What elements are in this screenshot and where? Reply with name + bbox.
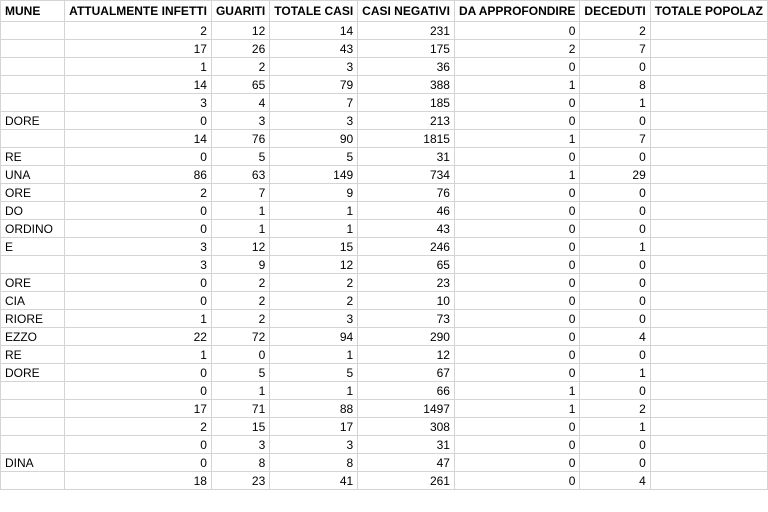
cell-deceduti[interactable]: 4 xyxy=(580,472,650,490)
cell-deceduti[interactable]: 0 xyxy=(580,202,650,220)
cell-comune[interactable]: DO xyxy=(1,202,65,220)
header-comune[interactable]: MUNE xyxy=(1,1,65,22)
cell-guariti[interactable]: 5 xyxy=(211,148,269,166)
cell-deceduti[interactable]: 0 xyxy=(580,220,650,238)
cell-totale-casi[interactable]: 17 xyxy=(270,418,358,436)
cell-attualmente-infetti[interactable]: 18 xyxy=(65,472,212,490)
cell-comune[interactable] xyxy=(1,436,65,454)
cell-totale-casi[interactable]: 88 xyxy=(270,400,358,418)
cell-deceduti[interactable]: 2 xyxy=(580,22,650,40)
cell-attualmente-infetti[interactable]: 2 xyxy=(65,22,212,40)
cell-deceduti[interactable]: 29 xyxy=(580,166,650,184)
cell-comune[interactable]: RE xyxy=(1,346,65,364)
cell-casi-negativi[interactable]: 46 xyxy=(358,202,455,220)
cell-deceduti[interactable]: 0 xyxy=(580,184,650,202)
cell-totale-casi[interactable]: 90 xyxy=(270,130,358,148)
cell-casi-negativi[interactable]: 1815 xyxy=(358,130,455,148)
cell-deceduti[interactable]: 1 xyxy=(580,94,650,112)
cell-totale-popolazione[interactable] xyxy=(650,238,767,256)
table-row xyxy=(1,22,768,40)
cell-attualmente-infetti[interactable]: 0 xyxy=(65,220,212,238)
cell-casi-negativi[interactable]: 175 xyxy=(358,40,455,58)
header-totale-popolazione[interactable]: TOTALE POPOLAZ xyxy=(650,1,767,22)
cell-attualmente-infetti[interactable]: 14 xyxy=(65,130,212,148)
table-row xyxy=(1,40,768,58)
cell-guariti[interactable]: 3 xyxy=(211,436,269,454)
cell-deceduti[interactable]: 1 xyxy=(580,418,650,436)
cell-da-approfondire[interactable]: 0 xyxy=(454,274,579,292)
cell-comune[interactable] xyxy=(1,58,65,76)
cell-da-approfondire[interactable]: 0 xyxy=(454,22,579,40)
cell-da-approfondire[interactable]: 0 xyxy=(454,94,579,112)
cell-casi-negativi[interactable]: 73 xyxy=(358,310,455,328)
cell-totale-popolazione[interactable] xyxy=(650,292,767,310)
table-row xyxy=(1,454,768,472)
cell-totale-casi[interactable]: 14 xyxy=(270,22,358,40)
cell-totale-popolazione[interactable] xyxy=(650,184,767,202)
cell-da-approfondire[interactable]: 0 xyxy=(454,454,579,472)
cell-totale-casi[interactable]: 5 xyxy=(270,364,358,382)
cell-deceduti[interactable]: 7 xyxy=(580,40,650,58)
cell-deceduti[interactable]: 0 xyxy=(580,346,650,364)
cell-casi-negativi[interactable]: 388 xyxy=(358,76,455,94)
table-row xyxy=(1,94,768,112)
cell-da-approfondire[interactable]: 0 xyxy=(454,112,579,130)
cell-attualmente-infetti[interactable]: 1 xyxy=(65,310,212,328)
cell-guariti[interactable]: 63 xyxy=(211,166,269,184)
cell-guariti[interactable]: 72 xyxy=(211,328,269,346)
table-row xyxy=(1,58,768,76)
cell-totale-popolazione[interactable] xyxy=(650,454,767,472)
cell-casi-negativi[interactable]: 261 xyxy=(358,472,455,490)
cell-totale-popolazione[interactable] xyxy=(650,166,767,184)
cell-comune[interactable] xyxy=(1,418,65,436)
header-deceduti[interactable]: DECEDUTI xyxy=(580,1,650,22)
cell-totale-casi[interactable]: 94 xyxy=(270,328,358,346)
cell-casi-negativi[interactable]: 36 xyxy=(358,58,455,76)
cell-da-approfondire[interactable]: 1 xyxy=(454,166,579,184)
cell-deceduti[interactable]: 0 xyxy=(580,58,650,76)
table-row xyxy=(1,238,768,256)
cell-comune[interactable] xyxy=(1,22,65,40)
table-row xyxy=(1,220,768,238)
cell-attualmente-infetti[interactable]: 17 xyxy=(65,40,212,58)
cell-attualmente-infetti[interactable]: 14 xyxy=(65,76,212,94)
cell-totale-popolazione[interactable] xyxy=(650,94,767,112)
cell-totale-popolazione[interactable] xyxy=(650,112,767,130)
table-row xyxy=(1,112,768,130)
header-casi-negativi[interactable]: CASI NEGATIVI xyxy=(358,1,455,22)
table-row xyxy=(1,292,768,310)
cell-guariti[interactable]: 2 xyxy=(211,292,269,310)
cell-da-approfondire[interactable]: 0 xyxy=(454,364,579,382)
cell-deceduti[interactable]: 0 xyxy=(580,310,650,328)
cell-attualmente-infetti[interactable]: 86 xyxy=(65,166,212,184)
cell-totale-casi[interactable]: 2 xyxy=(270,292,358,310)
cell-comune[interactable] xyxy=(1,40,65,58)
table-row xyxy=(1,382,768,400)
cell-guariti[interactable]: 12 xyxy=(211,238,269,256)
cell-casi-negativi[interactable]: 185 xyxy=(358,94,455,112)
cell-attualmente-infetti[interactable]: 22 xyxy=(65,328,212,346)
cell-comune[interactable]: DORE xyxy=(1,112,65,130)
cell-totale-popolazione[interactable] xyxy=(650,472,767,490)
cell-deceduti[interactable]: 0 xyxy=(580,382,650,400)
cell-casi-negativi[interactable]: 12 xyxy=(358,346,455,364)
cell-totale-popolazione[interactable] xyxy=(650,418,767,436)
cell-casi-negativi[interactable]: 76 xyxy=(358,184,455,202)
cell-deceduti[interactable]: 0 xyxy=(580,148,650,166)
cell-comune[interactable] xyxy=(1,76,65,94)
cell-casi-negativi[interactable]: 67 xyxy=(358,364,455,382)
cell-totale-popolazione[interactable] xyxy=(650,256,767,274)
cell-deceduti[interactable]: 7 xyxy=(580,130,650,148)
header-row xyxy=(1,1,768,22)
table-row xyxy=(1,346,768,364)
cell-totale-popolazione[interactable] xyxy=(650,400,767,418)
cell-totale-casi[interactable]: 1 xyxy=(270,346,358,364)
cell-deceduti[interactable]: 0 xyxy=(580,292,650,310)
cell-totale-casi[interactable]: 3 xyxy=(270,310,358,328)
cell-da-approfondire[interactable]: 1 xyxy=(454,76,579,94)
cell-totale-casi[interactable]: 8 xyxy=(270,454,358,472)
header-totale-casi[interactable]: TOTALE CASI xyxy=(270,1,358,22)
cell-totale-casi[interactable]: 5 xyxy=(270,148,358,166)
cell-totale-casi[interactable]: 43 xyxy=(270,40,358,58)
cell-totale-popolazione[interactable] xyxy=(650,274,767,292)
cell-attualmente-infetti[interactable]: 2 xyxy=(65,418,212,436)
cell-totale-popolazione[interactable] xyxy=(650,58,767,76)
cell-guariti[interactable]: 26 xyxy=(211,40,269,58)
cell-casi-negativi[interactable]: 31 xyxy=(358,148,455,166)
cell-attualmente-infetti[interactable]: 1 xyxy=(65,58,212,76)
table-row xyxy=(1,364,768,382)
cell-totale-casi[interactable]: 9 xyxy=(270,184,358,202)
cell-deceduti[interactable]: 0 xyxy=(580,256,650,274)
cell-guariti[interactable]: 2 xyxy=(211,310,269,328)
cell-totale-popolazione[interactable] xyxy=(650,130,767,148)
cell-casi-negativi[interactable]: 246 xyxy=(358,238,455,256)
header-attualmente-infetti[interactable]: ATTUALMENTE INFETTI xyxy=(65,1,212,22)
cell-da-approfondire[interactable]: 2 xyxy=(454,40,579,58)
cell-totale-casi[interactable]: 2 xyxy=(270,274,358,292)
cell-comune[interactable]: ORDINO xyxy=(1,220,65,238)
cell-da-approfondire[interactable]: 0 xyxy=(454,238,579,256)
cell-attualmente-infetti[interactable]: 0 xyxy=(65,148,212,166)
cell-attualmente-infetti[interactable]: 0 xyxy=(65,382,212,400)
cell-comune[interactable] xyxy=(1,400,65,418)
cell-attualmente-infetti[interactable]: 0 xyxy=(65,274,212,292)
cell-deceduti[interactable]: 0 xyxy=(580,274,650,292)
cell-totale-casi[interactable]: 7 xyxy=(270,94,358,112)
cell-totale-popolazione[interactable] xyxy=(650,328,767,346)
cell-da-approfondire[interactable]: 1 xyxy=(454,382,579,400)
cell-guariti[interactable]: 3 xyxy=(211,112,269,130)
cell-attualmente-infetti[interactable]: 17 xyxy=(65,400,212,418)
cell-comune[interactable] xyxy=(1,130,65,148)
cell-attualmente-infetti[interactable]: 3 xyxy=(65,238,212,256)
table-row xyxy=(1,310,768,328)
table-row xyxy=(1,400,768,418)
cell-totale-popolazione[interactable] xyxy=(650,76,767,94)
cell-casi-negativi[interactable]: 308 xyxy=(358,418,455,436)
cell-guariti[interactable]: 2 xyxy=(211,58,269,76)
cell-da-approfondire[interactable]: 1 xyxy=(454,130,579,148)
cell-totale-popolazione[interactable] xyxy=(650,346,767,364)
cell-totale-casi[interactable]: 41 xyxy=(270,472,358,490)
table-row xyxy=(1,328,768,346)
cell-comune[interactable]: CIA xyxy=(1,292,65,310)
cell-da-approfondire[interactable]: 0 xyxy=(454,346,579,364)
cell-guariti[interactable]: 65 xyxy=(211,76,269,94)
cell-totale-casi[interactable]: 3 xyxy=(270,58,358,76)
table-row xyxy=(1,148,768,166)
cell-totale-popolazione[interactable] xyxy=(650,364,767,382)
cell-guariti[interactable]: 76 xyxy=(211,130,269,148)
cell-da-approfondire[interactable]: 0 xyxy=(454,292,579,310)
cell-deceduti[interactable]: 4 xyxy=(580,328,650,346)
cell-comune[interactable]: DORE xyxy=(1,364,65,382)
cell-guariti[interactable]: 71 xyxy=(211,400,269,418)
cell-totale-casi[interactable]: 15 xyxy=(270,238,358,256)
cell-totale-casi[interactable]: 1 xyxy=(270,202,358,220)
table-row xyxy=(1,184,768,202)
cell-casi-negativi[interactable]: 65 xyxy=(358,256,455,274)
cell-guariti[interactable]: 7 xyxy=(211,184,269,202)
cell-guariti[interactable]: 1 xyxy=(211,220,269,238)
cell-comune[interactable]: RIORE xyxy=(1,310,65,328)
cell-totale-casi[interactable]: 3 xyxy=(270,112,358,130)
cell-casi-negativi[interactable]: 1497 xyxy=(358,400,455,418)
header-da-approfondire[interactable]: DA APPROFONDIRE xyxy=(454,1,579,22)
cell-comune[interactable]: E xyxy=(1,238,65,256)
cell-totale-popolazione[interactable] xyxy=(650,22,767,40)
cell-totale-popolazione[interactable] xyxy=(650,436,767,454)
cell-da-approfondire[interactable]: 0 xyxy=(454,184,579,202)
cell-deceduti[interactable]: 8 xyxy=(580,76,650,94)
cell-deceduti[interactable]: 1 xyxy=(580,364,650,382)
cell-guariti[interactable]: 1 xyxy=(211,202,269,220)
cell-guariti[interactable]: 4 xyxy=(211,94,269,112)
cell-casi-negativi[interactable]: 43 xyxy=(358,220,455,238)
table-row xyxy=(1,472,768,490)
cell-guariti[interactable]: 8 xyxy=(211,454,269,472)
cell-comune[interactable] xyxy=(1,94,65,112)
cell-deceduti[interactable]: 1 xyxy=(580,238,650,256)
cell-comune[interactable] xyxy=(1,256,65,274)
table-row xyxy=(1,274,768,292)
cell-totale-casi[interactable]: 149 xyxy=(270,166,358,184)
cell-comune[interactable]: RE xyxy=(1,148,65,166)
table-row xyxy=(1,436,768,454)
cell-guariti[interactable]: 12 xyxy=(211,22,269,40)
cell-totale-popolazione[interactable] xyxy=(650,202,767,220)
table-body xyxy=(1,22,768,490)
cell-guariti[interactable]: 0 xyxy=(211,346,269,364)
cell-attualmente-infetti[interactable]: 1 xyxy=(65,346,212,364)
cell-guariti[interactable]: 1 xyxy=(211,382,269,400)
cell-da-approfondire[interactable]: 0 xyxy=(454,220,579,238)
cell-totale-popolazione[interactable] xyxy=(650,382,767,400)
cell-totale-popolazione[interactable] xyxy=(650,148,767,166)
cell-attualmente-infetti[interactable]: 3 xyxy=(65,94,212,112)
cell-da-approfondire[interactable]: 0 xyxy=(454,58,579,76)
cell-totale-popolazione[interactable] xyxy=(650,220,767,238)
cell-da-approfondire[interactable]: 0 xyxy=(454,436,579,454)
cell-comune[interactable] xyxy=(1,382,65,400)
cell-guariti[interactable]: 9 xyxy=(211,256,269,274)
cell-attualmente-infetti[interactable]: 0 xyxy=(65,112,212,130)
table-row xyxy=(1,256,768,274)
cell-casi-negativi[interactable]: 47 xyxy=(358,454,455,472)
cell-attualmente-infetti[interactable]: 0 xyxy=(65,202,212,220)
cell-da-approfondire[interactable]: 0 xyxy=(454,328,579,346)
cell-comune[interactable]: ORE xyxy=(1,184,65,202)
cell-guariti[interactable]: 2 xyxy=(211,274,269,292)
cell-comune[interactable]: DINA xyxy=(1,454,65,472)
table-row xyxy=(1,202,768,220)
cell-totale-popolazione[interactable] xyxy=(650,40,767,58)
cell-attualmente-infetti[interactable]: 0 xyxy=(65,292,212,310)
cell-totale-casi[interactable]: 12 xyxy=(270,256,358,274)
table-row xyxy=(1,166,768,184)
table-row xyxy=(1,76,768,94)
cell-casi-negativi[interactable]: 66 xyxy=(358,382,455,400)
cell-casi-negativi[interactable]: 31 xyxy=(358,436,455,454)
cell-da-approfondire[interactable]: 0 xyxy=(454,202,579,220)
cell-totale-casi[interactable]: 1 xyxy=(270,382,358,400)
cell-da-approfondire[interactable]: 0 xyxy=(454,472,579,490)
cell-casi-negativi[interactable]: 734 xyxy=(358,166,455,184)
cell-deceduti[interactable]: 0 xyxy=(580,112,650,130)
header-guariti[interactable]: GUARITI xyxy=(211,1,269,22)
cell-comune[interactable] xyxy=(1,472,65,490)
cell-guariti[interactable]: 5 xyxy=(211,364,269,382)
cell-attualmente-infetti[interactable]: 3 xyxy=(65,256,212,274)
cell-totale-casi[interactable]: 79 xyxy=(270,76,358,94)
cell-comune[interactable]: UNA xyxy=(1,166,65,184)
cell-attualmente-infetti[interactable]: 0 xyxy=(65,364,212,382)
cell-comune[interactable]: EZZO xyxy=(1,328,65,346)
cell-da-approfondire[interactable]: 0 xyxy=(454,148,579,166)
table-row xyxy=(1,130,768,148)
cell-attualmente-infetti[interactable]: 0 xyxy=(65,436,212,454)
cell-deceduti[interactable]: 2 xyxy=(580,400,650,418)
cell-casi-negativi[interactable]: 23 xyxy=(358,274,455,292)
cell-casi-negativi[interactable]: 10 xyxy=(358,292,455,310)
cell-attualmente-infetti[interactable]: 2 xyxy=(65,184,212,202)
cell-guariti[interactable]: 23 xyxy=(211,472,269,490)
cell-da-approfondire[interactable]: 0 xyxy=(454,256,579,274)
cell-casi-negativi[interactable]: 290 xyxy=(358,328,455,346)
cell-attualmente-infetti[interactable]: 0 xyxy=(65,454,212,472)
cell-da-approfondire[interactable]: 0 xyxy=(454,310,579,328)
cell-da-approfondire[interactable]: 1 xyxy=(454,400,579,418)
cell-casi-negativi[interactable]: 231 xyxy=(358,22,455,40)
cell-casi-negativi[interactable]: 213 xyxy=(358,112,455,130)
cell-guariti[interactable]: 15 xyxy=(211,418,269,436)
cell-deceduti[interactable]: 0 xyxy=(580,454,650,472)
table-row xyxy=(1,418,768,436)
cell-da-approfondire[interactable]: 0 xyxy=(454,418,579,436)
cell-totale-casi[interactable]: 1 xyxy=(270,220,358,238)
cell-deceduti[interactable]: 0 xyxy=(580,436,650,454)
cell-totale-popolazione[interactable] xyxy=(650,310,767,328)
cell-totale-casi[interactable]: 3 xyxy=(270,436,358,454)
cell-comune[interactable]: ORE xyxy=(1,274,65,292)
